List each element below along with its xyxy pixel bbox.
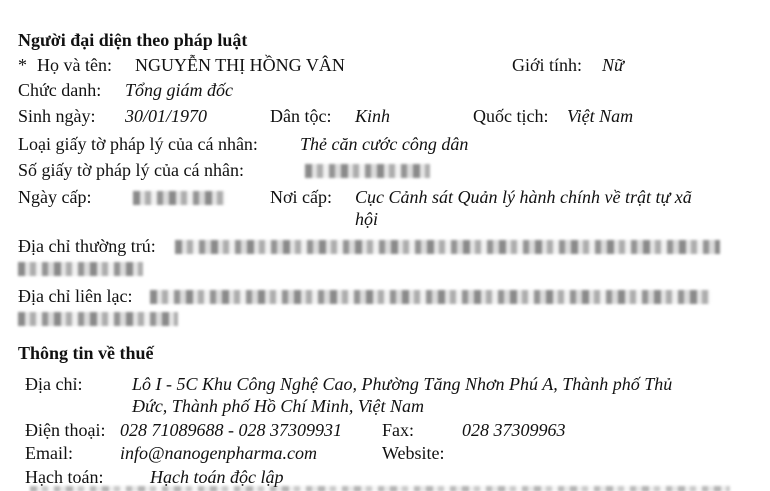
ethnicity-label: Dân tộc: [270,106,332,126]
cropped-next-line [10,480,750,491]
contact-address-redacted [150,290,710,304]
accounting-label: Hạch toán: [25,467,104,487]
issue-place-line1: Cục Cảnh sát Quản lý hành chính về trật tự xã [355,187,692,207]
permanent-address-redacted-line2 [18,262,143,276]
id-number-redacted [305,164,430,178]
issue-place-line2: hội [355,209,379,229]
email-value: info@nanogenpharma.com [120,443,318,463]
issue-place-label: Nơi cấp: [270,187,332,207]
name-label: Họ và tên: [37,55,112,75]
gender-label: Giới tính: [512,55,583,75]
fax-value: 028 37309963 [462,420,566,440]
issue-date-redacted [133,191,225,205]
title-label: Chức danh: [18,80,102,100]
nationality-label: Quốc tịch: [473,106,549,126]
contact-address-redacted-line2 [18,312,178,326]
permanent-address-redacted [175,240,720,254]
id-number-label: Số giấy tờ pháp lý của cá nhân: [18,160,244,180]
contact-address-label: Địa chỉ liên lạc: [18,286,133,306]
title-value: Tổng giám đốc [125,80,233,100]
id-type-value: Thẻ căn cước công dân [300,134,469,154]
tax-address-label: Địa chỉ: [25,374,83,394]
phone-label: Điện thoại: [25,420,106,440]
tax-address-line2: Đức, Thành phố Hồ Chí Minh, Việt Nam [132,396,424,416]
nationality-value: Việt Nam [567,106,634,126]
ethnicity-value: Kinh [355,106,391,126]
gender-value: Nữ [602,55,624,75]
email-label: Email: [25,443,73,463]
permanent-address-label: Địa chỉ thường trú: [18,236,156,256]
issue-date-label: Ngày cấp: [18,187,92,207]
required-asterisk: * [18,55,27,75]
tax-heading: Thông tin về thuế [18,343,154,363]
dob-value: 30/01/1970 [125,106,208,126]
name-value: NGUYỄN THỊ HỒNG VÂN [135,55,345,75]
accounting-value: Hạch toán độc lập [150,467,284,487]
legal-rep-heading: Người đại diện theo pháp luật [18,30,248,50]
id-type-label: Loại giấy tờ pháp lý của cá nhân: [18,134,258,154]
website-label: Website: [382,443,445,463]
phone-value: 028 71089688 - 028 37309931 [120,420,342,440]
fax-label: Fax: [382,420,415,440]
tax-address-line1: Lô I - 5C Khu Công Nghệ Cao, Phường Tăng Nhơn Phú A, Thành phố Thủ [132,374,673,394]
dob-label: Sinh ngày: [18,106,96,126]
